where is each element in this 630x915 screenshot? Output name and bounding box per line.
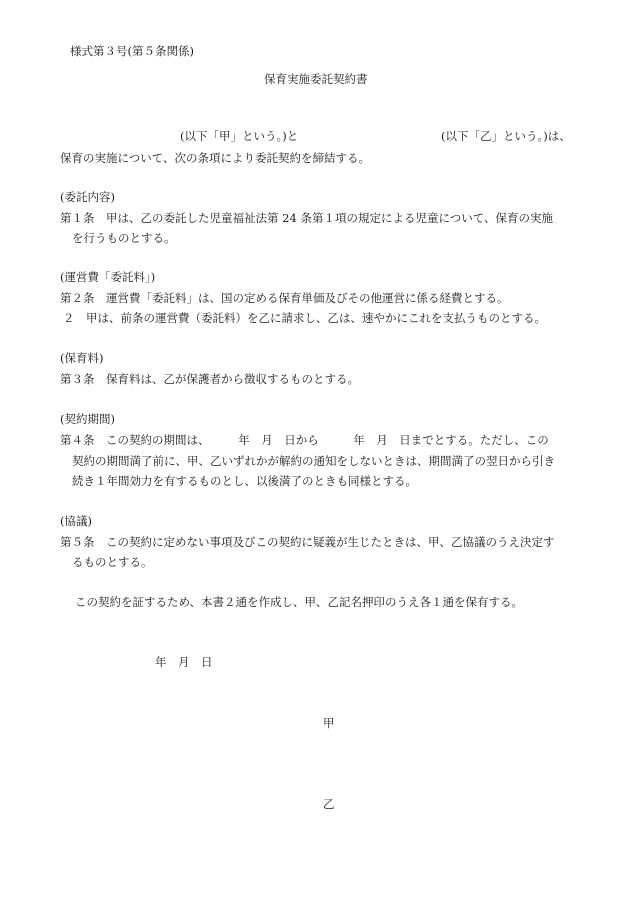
article-line: 第３条 保育料は、乙が保護者から徴収するものとする。 [60, 372, 359, 386]
article-line: 第４条 この契約の期間は、 年 月 日から 年 月 日までとする。ただし、この [60, 433, 549, 447]
article-line: 第１条 甲は、乙の委託した児童福祉法第 24 条第１項の規定による児童について、保育の実施 [60, 211, 553, 225]
preamble-party-b: (以下「乙」という。)は、 [441, 129, 571, 143]
article-line: 続き１年間効力を有するものとし、以後満了のときも同様とする。 [72, 474, 417, 488]
article-heading: (保育料) [60, 351, 104, 365]
signature-party-b: 乙 [323, 797, 335, 811]
article-heading: (協議) [60, 514, 92, 528]
article-heading: (運営費「委託料」) [60, 270, 156, 284]
closing-statement: この契約を証するため、本書２通を作成し、甲、乙記名押印のうえ各１通を保有する。 [75, 595, 524, 609]
article-line: を行うものとする。 [72, 231, 176, 245]
preamble-line: 保育の実施について、次の条項により委託契約を締結する。 [60, 151, 371, 165]
date-line: 年 月 日 [155, 655, 213, 669]
document-title: 保育実施委託契約書 [264, 72, 368, 86]
preamble-party-a: (以下「甲」という。)と [180, 129, 299, 143]
article-heading: (契約期間) [60, 412, 115, 426]
article-line: 契約の期間満了前に、甲、乙いずれかが解約の通知をしないときは、期間満了の翌日から引き [72, 454, 555, 468]
form-number: 様式第３号(第５条関係) [70, 44, 194, 58]
signature-party-a: 甲 [323, 716, 335, 730]
article-line: ２ 甲は、前条の運営費（委託料）を乙に請求し、乙は、速やかにこれを支払うものとする。 [63, 311, 546, 325]
article-line: るものとする。 [72, 555, 153, 569]
article-line: 第５条 この契約に定めない事項及びこの契約に疑義が生じたときは、甲、乙協議のうえ決定す [60, 535, 555, 549]
article-heading: (委託内容) [60, 190, 115, 204]
article-line: 第２条 運営費「委託料」は、国の定める保育単価及びその他運営に係る経費とする。 [60, 291, 509, 305]
